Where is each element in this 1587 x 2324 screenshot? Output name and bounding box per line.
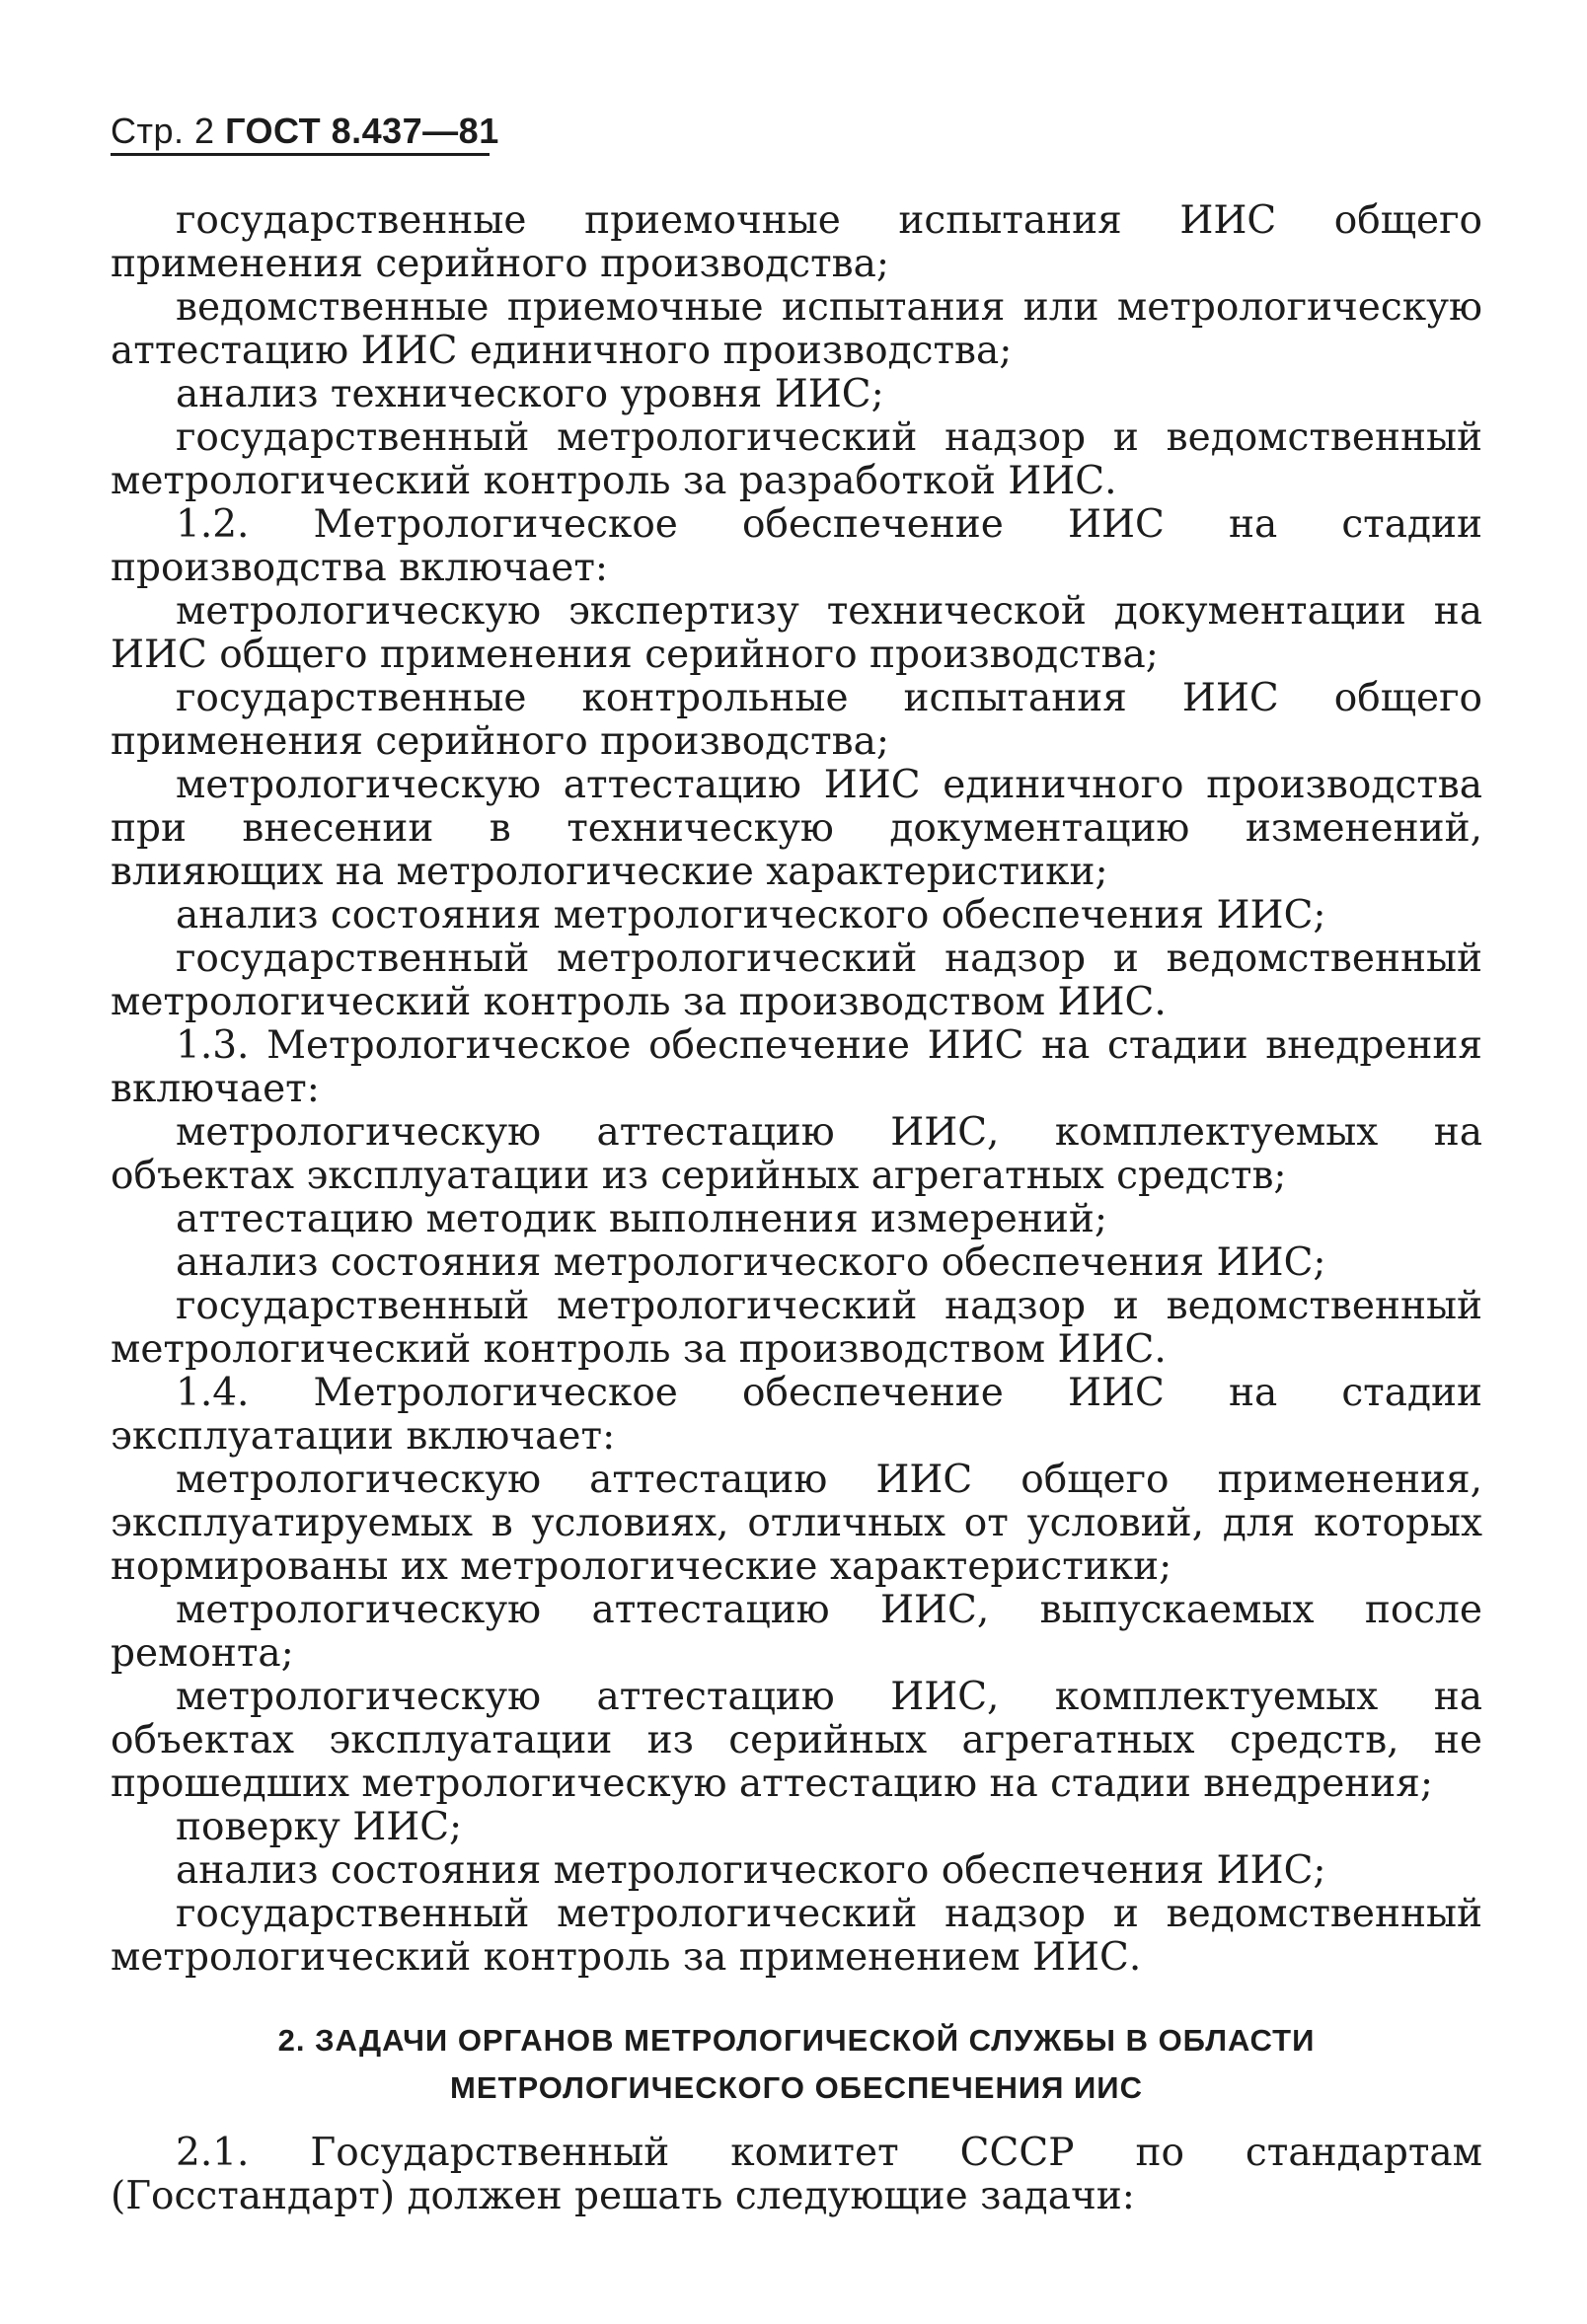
paragraph: метрологическую аттестацию ИИС единичного производства при внесении в техническую документацию изменений, влияющих на метрологические характеристики; <box>111 763 1482 894</box>
page-header <box>111 111 499 152</box>
paragraph: государственный метрологический надзор и ведомственный метрологический контроль за разработкой ИИС. <box>111 415 1482 503</box>
clause-1-3: 1.3. Метрологическое обеспечение ИИС на стадии внедрения включает: <box>111 1023 1482 1111</box>
paragraph: анализ состояния метрологического обеспечения ИИС; <box>176 1848 1326 1893</box>
paragraph: метрологическую экспертизу технической документации на ИИС общего применения серийного производства; <box>111 589 1482 677</box>
paragraph: метрологическую аттестацию ИИС общего применения, эксплуатируемых в условиях, отличных от условий, для которых нормированы их метрологические характеристики; <box>111 1458 1482 1589</box>
section-heading-line: 2. ЗАДАЧИ ОРГАНОВ МЕТРОЛОГИЧЕСКОЙ СЛУЖБЫ В ОБЛАСТИ <box>277 2023 1316 2058</box>
paragraph: анализ состояния метрологического обеспечения ИИС; <box>176 893 1326 937</box>
paragraph: государственные контрольные испытания ИИС общего применения серийного производства; <box>111 676 1482 764</box>
paragraph: метрологическую аттестацию ИИС, комплектуемых на объектах эксплуатации из серийных агрегатных средств; <box>111 1110 1482 1198</box>
clause-2-1: 2.1. Государственный комитет СССР по стандартам (Госстандарт) должен решать следующие задачи: <box>111 2131 1482 2218</box>
paragraph: аттестацию методик выполнения измерений; <box>176 1197 1107 1241</box>
document-body <box>111 199 1482 2218</box>
page-number: Стр. 2 <box>111 111 215 151</box>
header-rule <box>111 153 490 156</box>
paragraph: государственный метрологический надзор и ведомственный метрологический контроль за производством ИИС. <box>111 937 1482 1024</box>
paragraph: анализ состояния метрологического обеспечения ИИС; <box>176 1240 1326 1285</box>
section-heading-line: МЕТРОЛОГИЧЕСКОГО ОБЕСПЕЧЕНИЯ ИИС <box>450 2070 1143 2105</box>
standard-designation: ГОСТ 8.437—81 <box>225 111 499 151</box>
paragraph: анализ технического уровня ИИС; <box>176 372 884 416</box>
paragraph: ведомственные приемочные испытания или метрологическую аттестацию ИИС единичного производства; <box>111 285 1482 373</box>
paragraph: государственные приемочные испытания ИИС общего применения серийного производства; <box>111 198 1482 286</box>
paragraph: государственный метрологический надзор и ведомственный метрологический контроль за применением ИИС. <box>111 1892 1482 1980</box>
clause-1-2: 1.2. Метрологическое обеспечение ИИС на стадии производства включает: <box>111 502 1482 590</box>
paragraph: государственный метрологический надзор и ведомственный метрологический контроль за производством ИИС. <box>111 1284 1482 1372</box>
paragraph: метрологическую аттестацию ИИС, комплектуемых на объектах эксплуатации из серийных агрегатных средств, не прошедших метрологическую аттестацию на стадии внедрения; <box>111 1675 1482 1806</box>
paragraph: метрологическую аттестацию ИИС, выпускаемых после ремонта; <box>111 1588 1482 1676</box>
clause-1-4: 1.4. Метрологическое обеспечение ИИС на стадии эксплуатации включает: <box>111 1371 1482 1459</box>
section-2-heading <box>111 2017 1482 2112</box>
paragraph: поверку ИИС; <box>176 1805 463 1849</box>
